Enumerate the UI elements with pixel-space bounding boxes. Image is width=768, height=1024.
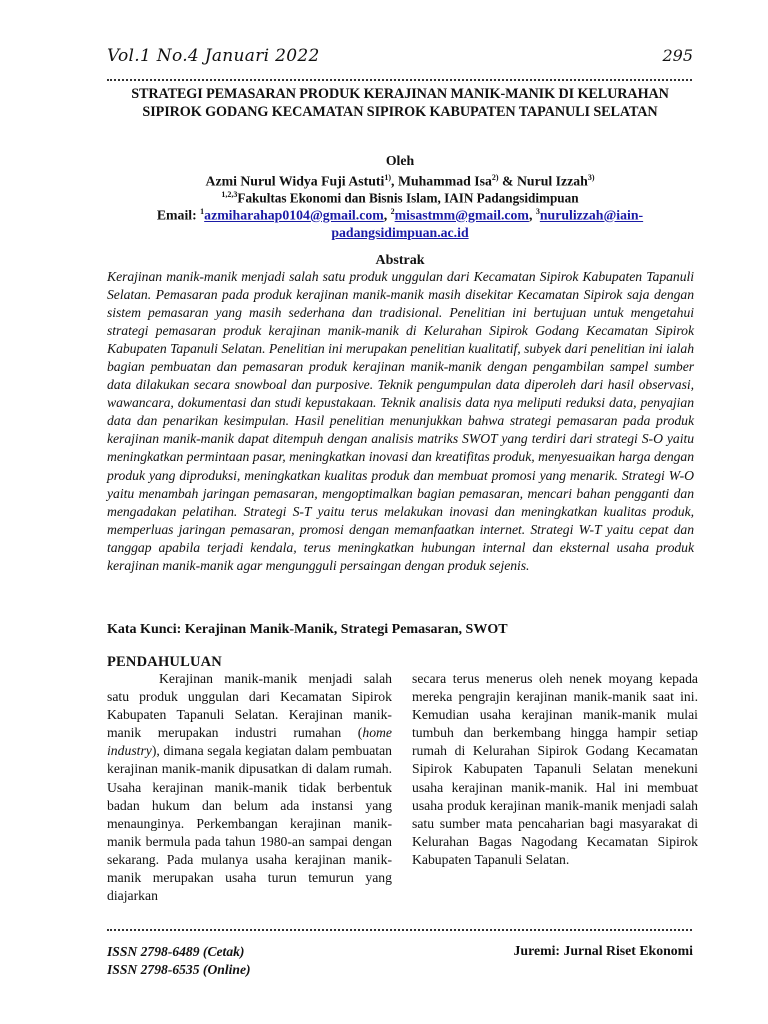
section-heading: PENDAHULUAN [107, 654, 222, 670]
paragraph-left-part-1: Kerajinan manik-manik menjadi salah satu produk unggulan dari Kecamatan Sipirok Kabupaten Tapanuli Selatan. Kerajinan manik-manik merupakan industri rumahan ( [107, 671, 392, 741]
author-mark-3: 3) [587, 173, 595, 182]
author-name-2: Muhammad Isa [397, 173, 492, 189]
issn-print: ISSN 2798-6489 (Cetak) [107, 944, 245, 959]
affiliation-mark: 1,2,3 [221, 190, 238, 199]
paragraph-left [107, 670, 392, 905]
email-link-3[interactable]: nurulizzah@iain- [539, 207, 644, 223]
header-dotted-rule [107, 79, 692, 81]
issn-online: ISSN 2798-6535 (Online) [107, 962, 251, 977]
paper-title [100, 85, 700, 121]
paragraph-right: secara terus menerus oleh nenek moyang kepada mereka pengrajin kerajinan manik-manik saat ini. Kemudian usaha kerajinan manik-manik mulai tumbuh dan berkembang hingga hampir setiap rumah di Kelurahan Sipirok Godang Kecamatan Sipirok Kabupaten Tapanuli Selatan menekuni usaha kerajinan manik-manik. Hal ini membuat usaha produk kerajinan manik-manik menjadi salah satu sumber mata pencaharian bagi masyarakat di Kelurahan Bagas Nagodang Kecamatan Sipirok Kabupaten Tapanuli Selatan. [412, 671, 698, 867]
author-name-3: Nurul Izzah [516, 173, 588, 189]
author-mark-2: 2) [491, 173, 499, 182]
volume-header: Vol.1 No.4 Januari 2022 [107, 46, 320, 66]
footer-issn [107, 943, 251, 979]
body-column-right [412, 670, 698, 869]
email-mark-2: 2 [390, 207, 395, 216]
journal-name: Juremi: Jurnal Riset Ekonomi [513, 943, 693, 958]
email-label: Email: [156, 207, 201, 223]
author-name-1: Azmi Nurul Widya Fuji Astuti [205, 173, 385, 189]
body-column-left [107, 670, 392, 905]
byline-oleh: Oleh [385, 153, 415, 168]
title-line-1: STRATEGI PEMASARAN PRODUK KERAJINAN MANIK-MANIK DI KELURAHAN [131, 86, 669, 102]
email-link-1[interactable]: azmiharahap0104@gmail.com [204, 207, 384, 223]
keywords-line: Kata Kunci: Kerajinan Manik-Manik, Strategi Pemasaran, SWOT [107, 622, 508, 637]
author-mark-1: 1) [384, 173, 392, 182]
email-block: Email: $^1$azmiharahap0104@gmail.com, $^2$misastmm@gmail.com, $^3$nurulizzah@iain- padangsidimpuan.ac.id [156, 207, 644, 240]
author-separator-and: & [498, 173, 517, 189]
footer-dotted-rule [107, 929, 692, 931]
affiliation-text: Fakultas Ekonomi dan Bisnis Islam, IAIN Padangsidimpuan [237, 190, 579, 206]
home-industry-italic: home industry [107, 725, 392, 759]
abstract-text: Kerajinan manik-manik menjadi salah satu produk unggulan dari Kecamatan Sipirok Kabupaten Tapanuli Selatan. Pemasaran pada produk kerajinan manik-manik masih disekitar Kecamatan Sipirok saja dengan sistem pemasaran yang masih sederhana dan tradisional. Penelitian ini bertujuan untuk mengetahui strategi pemasaran produk kerajinan manik-manik di Kelurahan Sipirok Godang Kecamatan Sipirok Kabupaten Tapanuli Selatan. Penelitian ini merupakan penelitian kualitatif, subyek dari penelitian ini ialah bagian pembuatan dan pemasaran produk kerajinan manik-manik dengan pengambilan sampel sumber data dilakukan secara snowboal dan purposive. Teknik pengumpulan data diperoleh dari hasil observasi, wawancara, dokumentasi dan studi kepustakaan. Teknik analisis data nya meliputi reduksi data, penyajian data dan penarikan kesimpulan. Hasil penelitian menunjukkan bahwa strategi pemasaran pada produk kerajinan manik-manik dapat ditempuh dengan analisis matriks SWOT yang terdiri dari strategi S-O yaitu meningkatkan permintaan pasar, meningkatkan inovasi dan kreatifitas produk, menyesuaikan harga dengan produk yang diproduksi, meningkatkan kualitas produk dan membuat promosi yang menarik. Strategi W-O yaitu menambah jaringan pemasaran, mengoptimalkan bagian pemasaran, mencari bahan pengganti dan mengadakan pelatihan. Strategi S-T yaitu terus melakukan inovasi dan meningkatkan kualitas produk, memperluas jaringan pemasaran, promosi dengan memanfaatkan internet. Strategi W-T yaitu cepat dan tanggap apabila terjadi kendala, terus meningkatkan hubungan internal dan eksternal usaha produk kerajinan manik-manik agar mengungguli persaingan dengan produk sejenis. [107, 269, 694, 573]
abstract-heading: Abstrak [375, 253, 425, 268]
email-link-3-continued[interactable]: padangsidimpuan.ac.id [331, 224, 469, 240]
email-mark-3: 3 [535, 207, 540, 216]
email-mark-1: 1 [200, 207, 205, 216]
author-separator-comma: , [391, 173, 398, 189]
email-link-2[interactable]: misastmm@gmail.com [394, 207, 529, 223]
paragraph-left-part-2: ), dimana segala kegiatan dalam pembuatan kerajinan manik-manik dipusatkan di dalam rumah. Usaha kerajinan manik-manik tidak berbentuk badan hukum dan belum ada instansi yang menaunginya. Perkembangan kerajinan manik-manik bermula pada tahun 1980-an sampai dengan sekarang. Pada mulanya usaha kerajinan manik-manik merupakan usaha turun temurun yang diajarkan [107, 743, 392, 904]
page-number: 295 [662, 46, 693, 65]
title-line-2: SIPIROK GODANG KECAMATAN SIPIROK KABUPATEN TAPANULI SELATAN [142, 104, 658, 120]
